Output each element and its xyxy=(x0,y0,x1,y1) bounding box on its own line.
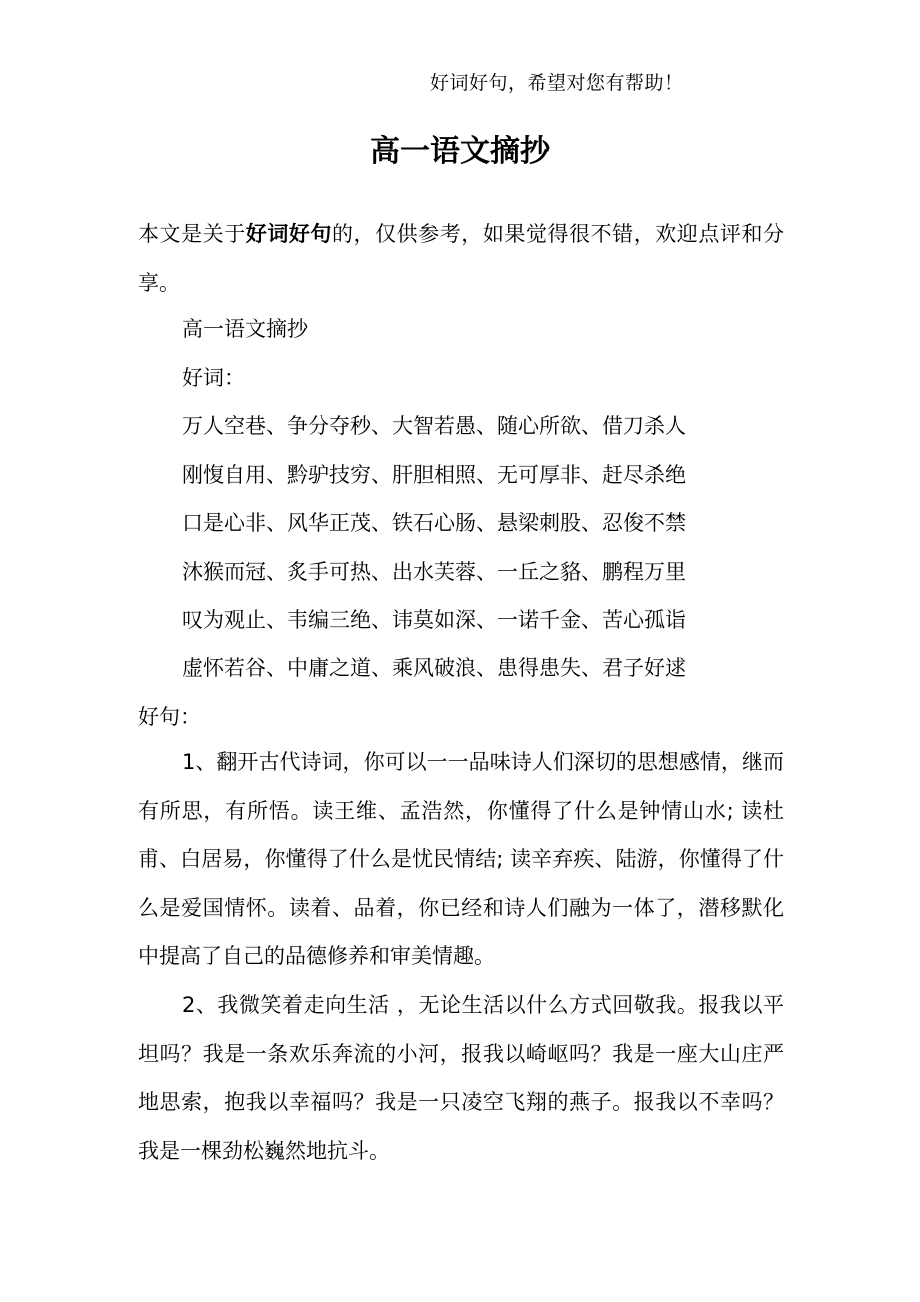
good-words-line: 口是心非、风华正茂、铁石心肠、悬梁刺股、忍俊不禁 xyxy=(182,511,686,535)
good-words-line: 虚怀若谷、中庸之道、乘风破浪、患得患失、君子好逑 xyxy=(182,656,686,680)
intro-paragraph xyxy=(138,210,784,307)
good-sentences-label: 好句： xyxy=(138,705,201,729)
good-words-line: 沐猴而冠、炙手可热、出水芙蓉、一丘之貉、鹏程万里 xyxy=(182,560,686,584)
document-title: 高一语文摘抄 xyxy=(370,134,550,169)
good-sentence-text: 2、我微笑着走向生活 ，无论生活以什么方式回敬我。报我以平坦吗？我是一条欢乐奔流的小河，报我以崎岖吗？我是一座大山庄严地思索，抱我以幸福吗？我是一只凌空飞翔的燕子。报我以不幸吗？我是一棵劲松巍然地抗斗。 xyxy=(138,993,784,1163)
good-sentence-1 xyxy=(138,738,784,981)
intro-suffix: 的，仅供参考，如果觉得很不错，欢迎点评和分享。 xyxy=(138,222,785,295)
good-words-label: 好词： xyxy=(182,366,245,390)
good-sentence-2 xyxy=(138,981,784,1175)
good-words-line: 叹为观止、韦编三绝、讳莫如深、一诺千金、苦心孤诣 xyxy=(182,608,686,632)
good-words-line: 刚愎自用、黔驴技穷、肝胆相照、无可厚非、赶尽杀绝 xyxy=(182,463,686,487)
intro-keyword: 好词好句 xyxy=(245,222,332,246)
good-sentence-text: 1、翻开古代诗词，你可以一一品味诗人们深切的思想感情，继而有所思，有所悟。读王维、孟浩然，你懂得了什么是钟情山水; 读杜甫、白居易，你懂得了什么是忧民情结; 读辛弃疾、陆游，你懂得了什么是爱国情怀。读着、品着，你已经和诗人们融为一体了，潜移默化中提高了自己的品德修养和审美情趣。 xyxy=(138,750,784,969)
header-note: 好词好句，希望对您有帮助！ xyxy=(430,72,684,94)
section-heading: 高一语文摘抄 xyxy=(182,317,308,341)
good-words-line: 万人空巷、争分夺秒、大智若愚、随心所欲、借刀杀人 xyxy=(182,414,686,438)
intro-prefix: 本文是关于 xyxy=(138,222,246,246)
